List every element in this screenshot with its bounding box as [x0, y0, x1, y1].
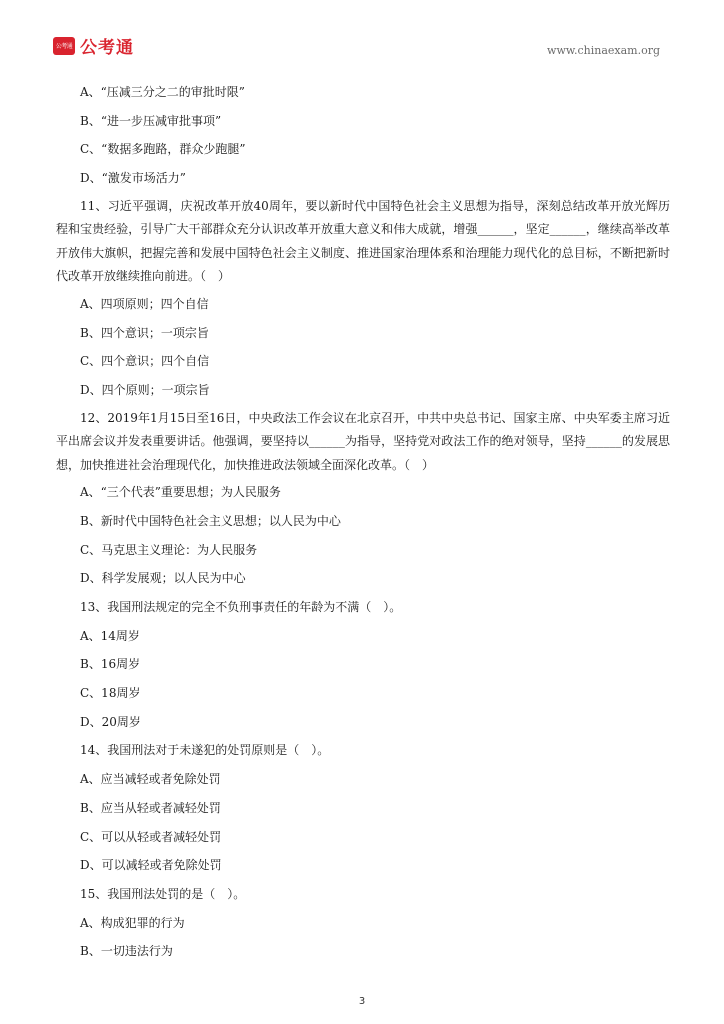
answer-option: A、应当减轻或者免除处罚 [80, 772, 221, 787]
answer-option: D、科学发展观；以人民为中心 [80, 571, 246, 586]
answer-option: D、可以减轻或者免除处罚 [80, 858, 222, 873]
answer-option: C、“数据多跑路，群众少跑腿” [80, 142, 246, 157]
question-stem: 11、习近平强调，庆祝改革开放40周年，要以新时代中国特色社会主义思想为指导，深刻总结改革开放光辉历程和宝贵经验，引导广大干部群众充分认识改革开放重大意义和伟大成就，增强______，坚定______，继续高举改革开放伟大旗帜，把握完善和发展中国特色社会主义制度、推进国家治理体系和治理能力现代化的总目标，不断把新时代改革开放继续推向前进。（ ） [56, 198, 670, 284]
page-header [0, 0, 724, 70]
answer-option: C、可以从轻或者减轻处罚 [80, 829, 222, 844]
answer-option: C、18周岁 [80, 686, 141, 701]
logo[interactable] [53, 33, 134, 58]
answer-option: A、构成犯罪的行为 [80, 915, 185, 930]
question-list [56, 78, 670, 966]
answer-option: A、四项原则；四个自信 [80, 296, 209, 311]
answer-option: C、马克思主义理论：为人民服务 [80, 542, 258, 557]
answer-option: A、“压减三分之二的审批时限” [80, 85, 245, 99]
answer-option: C、四个意识；四个自信 [80, 354, 210, 369]
question-stem: 13、我国刑法规定的完全不负刑事责任的年龄为不满（ ）。 [80, 599, 402, 614]
question-stem: 12、2019年1月15日至16日，中央政法工作会议在北京召开，中共中央总书记、国家主席、中央军委主席习近平出席会议并发表重要讲话。他强调，要坚持以______为指导，坚持党对政法工作的绝对领导，坚持______的发展思想，加快推进社会治理现代化，加快推进政法领域全面深化改革。（ ） [56, 410, 670, 472]
answer-option: A、14周岁 [80, 628, 140, 643]
answer-option: B、“进一步压减审批事项” [80, 113, 222, 128]
answer-option: B、四个意识；一项宗旨 [80, 325, 209, 340]
question-stem: 14、我国刑法对于未遂犯的处罚原则是（ ）。 [80, 743, 330, 758]
question-stem: 15、我国刑法处罚的是（ ）。 [80, 886, 246, 901]
answer-option: B、一切违法行为 [80, 944, 173, 959]
page-number: 3 [358, 996, 366, 1007]
answer-option: D、“激发市场活力” [80, 171, 186, 186]
logo-badge-icon: 公考通 [53, 37, 75, 55]
answer-option: B、新时代中国特色社会主义思想；以人民为中心 [80, 513, 341, 528]
answer-option: B、16周岁 [80, 657, 141, 672]
answer-option: B、应当从轻或者减轻处罚 [80, 800, 221, 815]
answer-option: D、四个原则；一项宗旨 [80, 382, 210, 397]
site-url[interactable]: www.chinaexam.org [547, 44, 660, 57]
answer-option: D、20周岁 [80, 714, 141, 729]
answer-option: A、“三个代表”重要思想；为人民服务 [80, 485, 281, 500]
logo-text: 公考通 [80, 38, 134, 58]
